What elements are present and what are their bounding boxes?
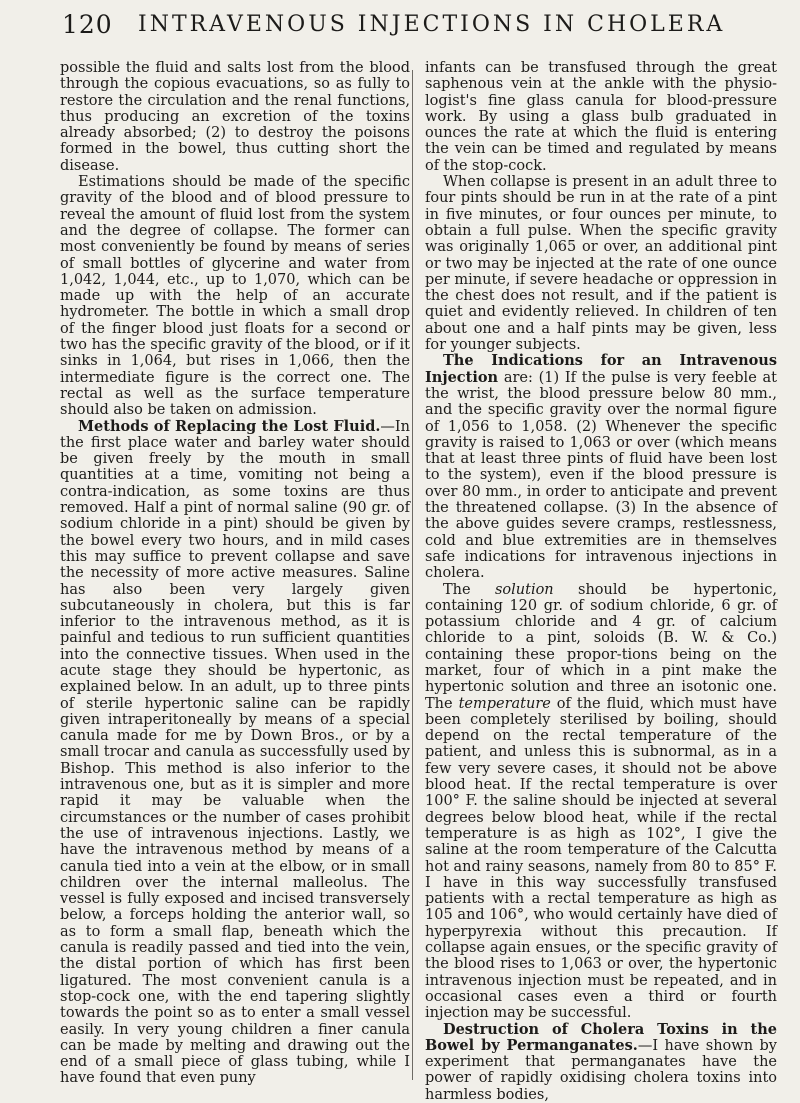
page-number: 120 [62,10,113,39]
section-heading: The Indications for an Intravenous Injection [425,352,777,386]
page-header [62,10,780,44]
paragraph-text: —In the first place water and barley water should be given freely by the mouth in small quantities at a time, vomiting not being a contra-indication, as some toxins are thus removed. Half a pint of normal saline (90 gr. of sodium chloride in a pint) should be given by the bowel every two hours, and in mild cases this may suffice to prevent collapse and save the necessity of more active measures. Saline has also been very largely given subcutaneously in cholera, but this is far inferior to the intravenous method, as it is painful and tedious to run sufficient quantities into the connective tissues. When used in the acute stage they should be hypertonic, as explained below. In an adult, up to three pints of sterile hypertonic saline can be rapidly given intraperitoneally by means of a special canula made for me by Down Bros., or by a small trocar and canula as successfully used by Bishop. This method is also inferior to the intravenous one, but as it is simpler and more rapid it may be valuable when the circumstances or the number of cases prohibit the use of intravenous injections. Lastly, we have the intravenous method by means of a canula tied into a vein at the elbow, or in small children over the internal malleolus. The vessel is fully exposed and incised transversely below, a forceps holding the anterior wall, so as to form a small flap, beneath which the canula is readily passed and tied into the vein, the distal portion of which has first been ligatured. The most convenient canula is a stop-cock one, with the end tapering slightly towards the point so as to enter a small vessel easily. In very young children a finer canula can be made by melting and drawing out the end of a small piece of glass tubing, while I have found that even puny [60,418,410,1087]
paragraph-text: should be hypertonic, containing 120 gr. of sodium chloride, 6 gr. of potassium chloride and 4 gr. of calcium chloride to a pint, soloids (B. W. & Co.) containing these propor-tions being on the market, four of which in a pint make the hypertonic solution and three an isotonic one. The [425,581,777,712]
paragraph [425,582,777,1022]
left-column [60,60,410,1087]
right-column [425,60,777,1103]
paragraph-text: are: (1) If the pulse is very feeble at the wrist, the blood pressure below 80 mm., and the specific gravity over the normal figure of 1,056 to 1,058. (2) Whenever the specific gravity is raised to 1,063 or over (which means that at least three pints of fluid have been lost to the system), even if the blood pressure is over 80 mm., in order to anticipate and prevent the threatened collapse. (3) In the absence of the above guides severe cramps, restlessness, cold and blue extremities are in themselves safe indications for intravenous injections in cholera. [425,369,778,582]
paragraph-text: of the fluid, which must have been completely sterilised by boiling, should depend on the rectal temperature of the patient, and unless this is subnormal, as in a few very severe cases, it should not be above blood heat. If the rectal temperature is over 100° F. the saline should be injected at several degrees below blood heat, while if the rectal temperature is as high as 102°, I give the saline at the room temperature of the Calcutta hot and rainy seasons, namely from 80 to 85° F. I have in this way successfully transfused patients with a rectal temperature as high as 105 and 106°, who would certainly have died of hyperpyrexia without this precaution. If collapse again ensues, or the specific gravity of the blood rises to 1,063 or over, the hypertonic intravenous injection must be repeated, and in occasional cases even a third or fourth injection may be successful. [425,695,777,1022]
paragraph-text: —I have shown by experiment that permanganates have the power of rapidly oxidising cholera toxins into harmless bodies, [425,1037,777,1103]
column-divider [412,70,413,1080]
paragraph: possible the fluid and salts lost from the blood through the copious evacuations, so as fully to restore the circulation and the renal functions, thus producing an excretion of the toxins already absorbed; (2) to destroy the poisons formed in the bowel, thus cutting short the disease. [60,60,410,174]
paragraph [60,419,410,1087]
paragraph [425,353,777,581]
running-title: INTRAVENOUS INJECTIONS IN CHOLERA [138,12,726,37]
paragraph: Estimations should be made of the specific gravity of the blood and of blood pressure to reveal the amount of fluid lost from the system and the degree of collapse. The former can most conveniently be found by means of series of small bottles of glycerine and water from 1,042, 1,044, etc., up to 1,070, which can be made up with the help of an accurate hydrometer. The bottle in which a small drop of the finger blood just floats for a second or two has the specific gravity of the blood, or if it sinks in 1,064, but rises in 1,066, then the intermediate figure is the correct one. The rectal as well as the surface temperature should also be taken on admission. [60,174,410,419]
paragraph: When collapse is present in an adult three to four pints should be run in at the rate of a pint in five minutes, or four ounces per minute, to obtain a full pulse. When the specific gravity was originally 1,065 or over, an additional pint or two may be injected at the rate of one ounce per minute, if severe headache or oppression in the chest does not result, and if the patient is quiet and evidently relieved. In children of ten about one and a half pints may be given, less for younger subjects. [425,174,778,354]
paragraph-text: The [443,581,495,598]
emphasis: solution [494,581,554,598]
section-heading: Destruction of Cholera Toxins in the Bowel by Permanganates. [425,1020,777,1054]
emphasis: temperature [458,695,551,712]
paragraph: infants can be transfused through the great saphenous vein at the ankle with the physio-logist's fine glass canula for blood-pressure work. By using a glass bulb graduated in ounces the rate at which the fluid is entering the vein can be timed and regulated by means of the stop-cock. [425,60,777,174]
paragraph [425,1022,777,1103]
section-heading: Methods of Replacing the Lost Fluid. [78,417,381,435]
